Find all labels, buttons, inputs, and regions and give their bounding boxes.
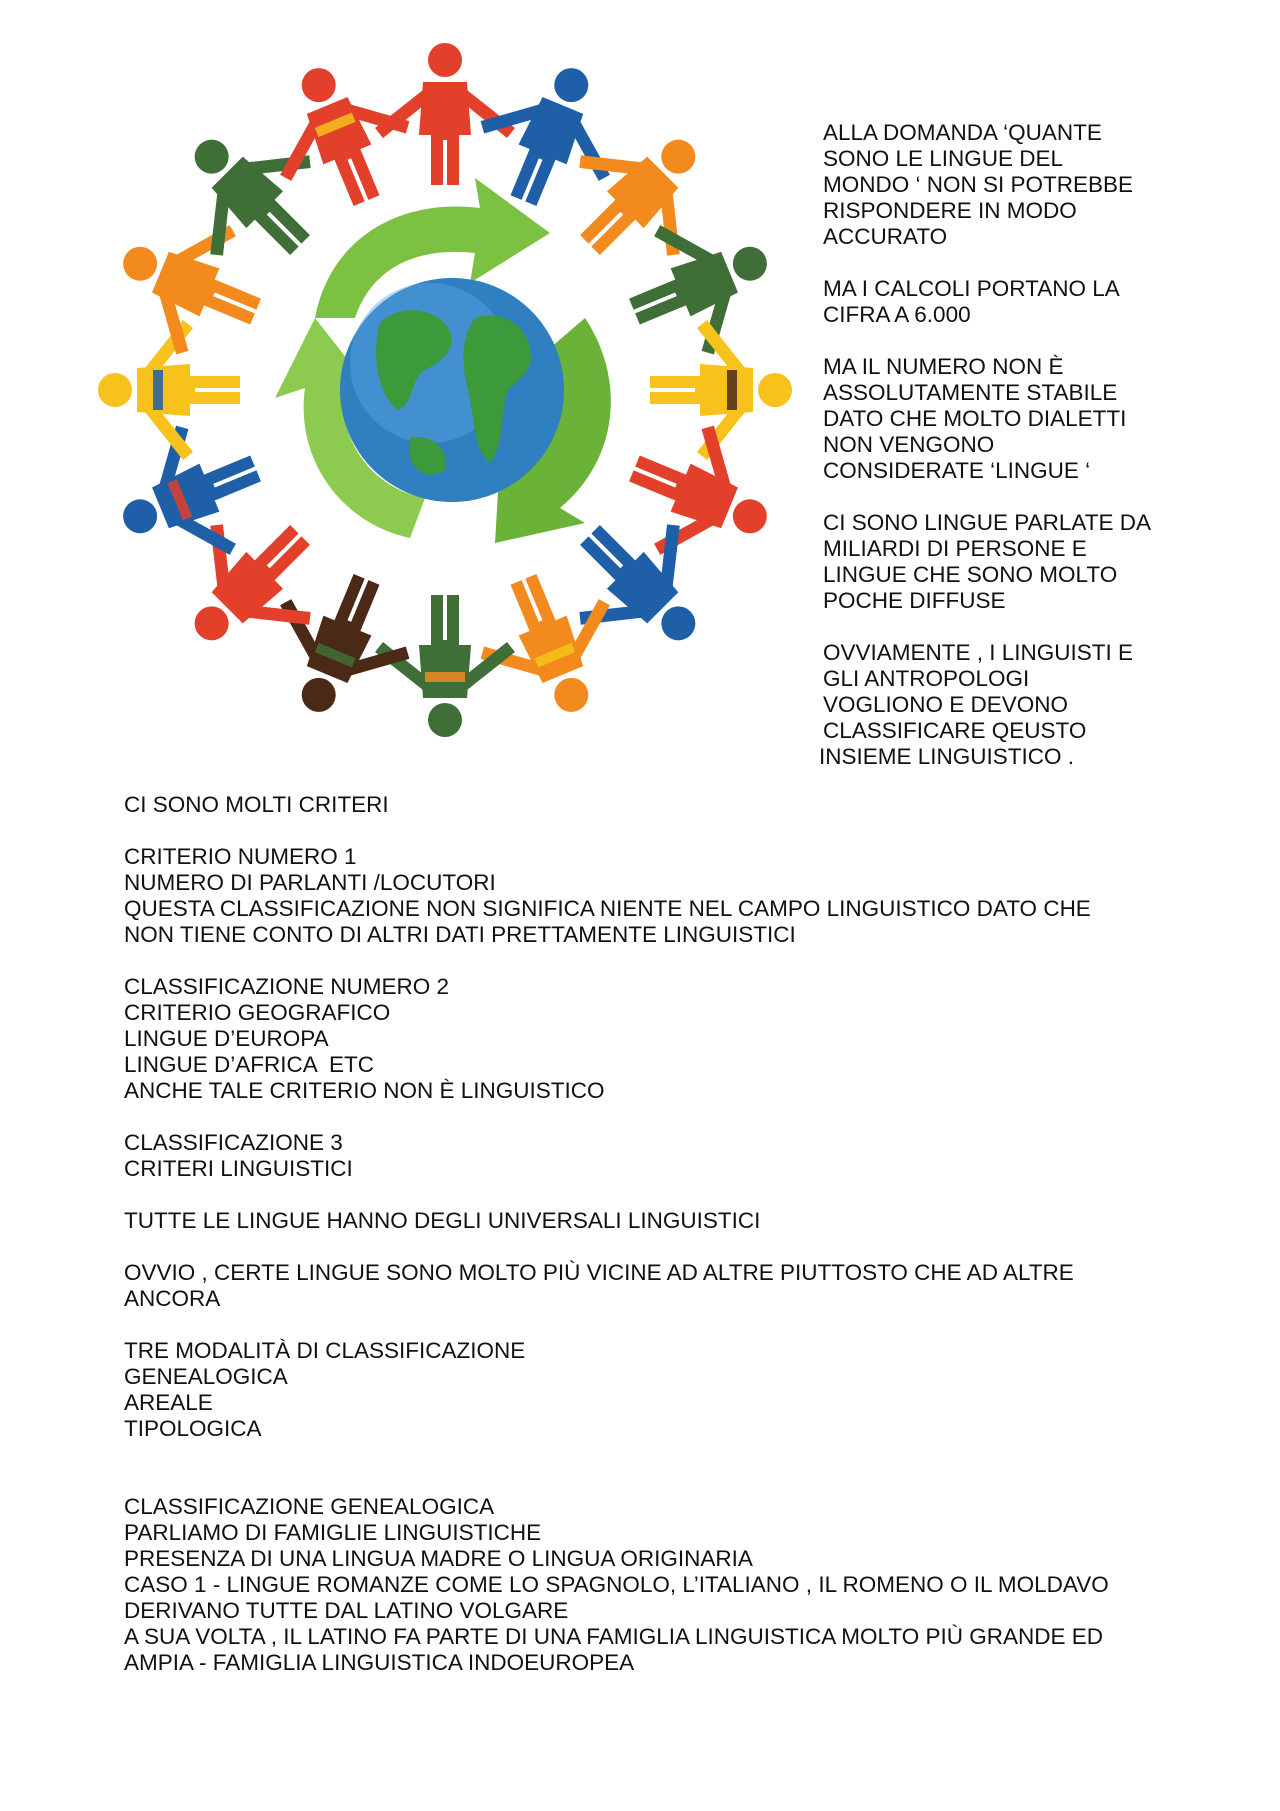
text-line: RISPONDERE IN MODO [823, 198, 1077, 223]
text-line: MA IL NUMERO NON È [823, 354, 1064, 379]
text-line: DATO CHE MOLTO DIALETTI [823, 406, 1127, 431]
text-line: CLASSIFICAZIONE GENEALOGICA [124, 1494, 495, 1519]
text-line: CONSIDERATE ‘LINGUE ‘ [823, 458, 1091, 483]
side-paragraph-3 [823, 354, 1263, 484]
text-line: ASSOLUTAMENTE STABILE [823, 380, 1118, 405]
text-line: CRITERIO NUMERO 1 [124, 844, 357, 869]
text-line: ACCURATO [823, 224, 948, 249]
text-line: AMPIA - FAMIGLIA LINGUISTICA INDOEUROPEA [124, 1650, 635, 1675]
person-figure-icon [98, 320, 240, 460]
text-line: TRE MODALITÀ DI CLASSIFICAZIONE [124, 1338, 526, 1363]
text-line: LINGUE CHE SONO MOLTO [823, 562, 1118, 587]
text-line: MONDO ‘ NON SI POTREBBE [823, 172, 1134, 197]
text-line: CASO 1 - LINGUE ROMANZE COME LO SPAGNOLO, L’ITALIANO , IL ROMENO O IL MOLDAVO [124, 1572, 1109, 1597]
person-figure-icon [650, 320, 792, 460]
text-line: POCHE DIFFUSE [823, 588, 1006, 613]
side-paragraph-5 [819, 640, 1263, 770]
person-figure-icon [375, 595, 515, 737]
text-line: ALLA DOMANDA ‘QUANTE [823, 120, 1102, 145]
main-paragraph-1 [124, 792, 1254, 818]
main-paragraph-6 [124, 1260, 1254, 1312]
main-paragraph-4 [124, 1130, 1254, 1182]
text-line: CLASSIFICARE QEUSTO [823, 718, 1087, 743]
text-line: A SUA VOLTA , IL LATINO FA PARTE DI UNA FAMIGLIA LINGUISTICA MOLTO PIÙ GRANDE ED [124, 1624, 1104, 1649]
side-paragraph-2 [823, 276, 1263, 328]
text-line: TUTTE LE LINGUE HANNO DEGLI UNIVERSALI LINGUISTICI [124, 1208, 761, 1233]
text-line: GLI ANTROPOLOGI [823, 666, 1030, 691]
text-line: ANCORA [124, 1286, 221, 1311]
side-paragraph-4 [823, 510, 1263, 614]
person-figure-icon [375, 43, 515, 185]
text-line: CI SONO LINGUE PARLATE DA [823, 510, 1151, 535]
side-text-column [819, 120, 1263, 796]
text-line: LINGUE D’EUROPA [124, 1026, 329, 1051]
side-paragraph-1 [823, 120, 1263, 250]
text-line: SONO LE LINGUE DEL [823, 146, 1064, 171]
text-line: CLASSIFICAZIONE NUMERO 2 [124, 974, 450, 999]
text-line: MA I CALCOLI PORTANO LA [823, 276, 1120, 301]
main-paragraph-7 [124, 1338, 1254, 1442]
text-line: CLASSIFICAZIONE 3 [124, 1130, 343, 1155]
globe-people-illustration [80, 18, 810, 748]
text-line: GENEALOGICA [124, 1364, 288, 1389]
main-paragraph-8 [124, 1494, 1254, 1676]
text-line: LINGUE D’AFRICA ETC [124, 1052, 375, 1077]
text-line: NON TIENE CONTO DI ALTRI DATI PRETTAMENTE LINGUISTICI [124, 922, 796, 947]
text-line: INSIEME LINGUISTICO . [819, 744, 1075, 769]
text-line: MILIARDI DI PERSONE E [823, 536, 1087, 561]
main-paragraph-2 [124, 844, 1254, 948]
text-line: CRITERI LINGUISTICI [124, 1156, 353, 1181]
text-line: CIFRA A 6.000 [823, 302, 971, 327]
main-text-column [124, 792, 1254, 1702]
text-line: NUMERO DI PARLANTI /LOCUTORI [124, 870, 496, 895]
earth-globe-icon [340, 278, 564, 502]
text-line: NON VENGONO [823, 432, 995, 457]
text-line: OVVIO , CERTE LINGUE SONO MOLTO PIÙ VICINE AD ALTRE PIUTTOSTO CHE AD ALTRE [124, 1260, 1074, 1285]
text-line: TIPOLOGICA [124, 1416, 262, 1441]
text-line: AREALE [124, 1390, 213, 1415]
text-line: PARLIAMO DI FAMIGLIE LINGUISTICHE [124, 1520, 542, 1545]
text-line: PRESENZA DI UNA LINGUA MADRE O LINGUA ORIGINARIA [124, 1546, 753, 1571]
text-line: QUESTA CLASSIFICAZIONE NON SIGNIFICA NIENTE NEL CAMPO LINGUISTICO DATO CHE [124, 896, 1091, 921]
text-line: ANCHE TALE CRITERIO NON È LINGUISTICO [124, 1078, 605, 1103]
main-paragraph-5 [124, 1208, 1254, 1234]
text-line: CI SONO MOLTI CRITERI [124, 792, 389, 817]
main-paragraph-3 [124, 974, 1254, 1104]
text-line: DERIVANO TUTTE DAL LATINO VOLGARE [124, 1598, 569, 1623]
text-line: OVVIAMENTE , I LINGUISTI E [823, 640, 1134, 665]
text-line: CRITERIO GEOGRAFICO [124, 1000, 391, 1025]
text-line: VOGLIONO E DEVONO [823, 692, 1069, 717]
